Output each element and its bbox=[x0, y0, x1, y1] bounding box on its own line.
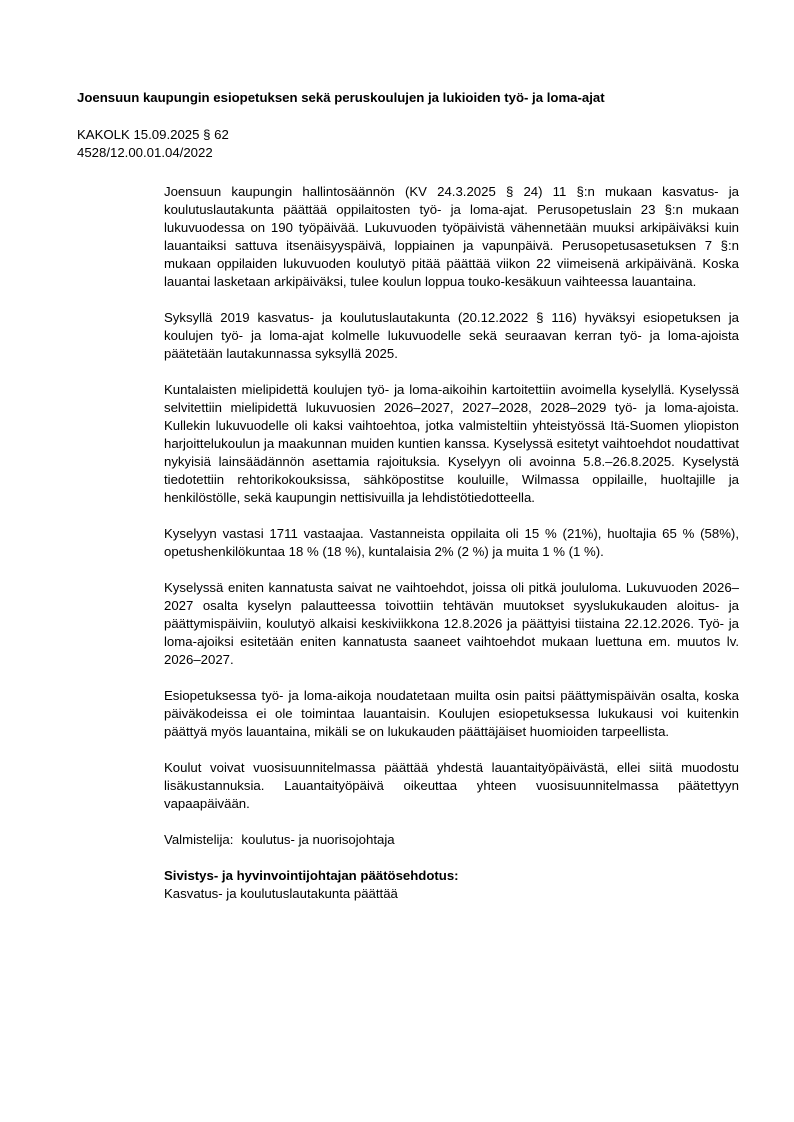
paragraph-survey: Kuntalaisten mielipidettä koulujen työ- ja loma-aikoihin kartoitettiin avoimella kyselyllä. Kyselyssä selvitettiin mielipidettä lukuvuosien 2026–2027, 2027–2028, 2028–2029 työ- ja loma-ajoista. Kullekin lukuvuodelle oli kaksi vaihtoehtoa, jotka valmisteltiin yhteistyössä Itä-Suomen yliopiston harjoittelukoulun ja maakunnan muiden kuntien kanssa. Kyselyssä esitetyt vaihtoehdot noudattivat nykyisiä lainsäädännön asettamia rajoituksia. Kyselyyn oli avoinna 5.8.–26.8.2025. Kyselystä tiedotettiin rehtorikokouksissa, sähköpostitse kouluille, Wilmassa oppilaille, huoltajille ja henkilöstölle, sekä kaupungin nettisivuilla ja lehdistötiedotteella. bbox=[164, 382, 739, 505]
paragraph-respondents: Kyselyyn vastasi 1711 vastaajaa. Vastanneista oppilaita oli 15 % (21%), huoltajia 65 % (58%), opetushenkilökuntaa 18 % (18 %), kuntalaisia 2% (2 %) ja muita 1 % (1 %). bbox=[164, 526, 739, 559]
paragraph-survey-results: Kyselyssä eniten kannatusta saivat ne vaihtoehdot, joissa oli pitkä joululoma. Lukuvuoden 2026–2027 osalta kyselyn palautteessa toivottiin tehtävän muutokset syyslukukauden aloitus- ja päättymispäiviin, koulutyö alkaisi keskiviikkona 12.8.2026 ja päättyisi tiistaina 22.12.2026. Työ- ja loma-ajoiksi esitetään eniten kannatusta saaneet vaihtoehdot mukaan luettuna em. muutos lv. 2026–2027. bbox=[164, 580, 739, 667]
document-title: Joensuun kaupungin esiopetuksen sekä peruskoulujen ja lukioiden työ- ja loma-ajat bbox=[77, 90, 605, 105]
preparer-label: Valmistelija: bbox=[164, 832, 234, 847]
paragraph-previous-decision: Syksyllä 2019 kasvatus- ja koulutuslautakunta (20.12.2022 § 116) hyväksyi esiopetuksen ja koulujen työ- ja loma-ajat kolmelle lukuvuodelle sekä seuraavan kerran työ- ja loma-ajoista päätetään lautakunnassa syksyllä 2025. bbox=[164, 310, 739, 361]
preparer-line bbox=[164, 831, 739, 849]
paragraph-saturday-workday: Koulut voivat vuosisuunnitelmassa päättää yhdestä lauantaityöpäivästä, ellei siitä muodostu lisäkustannuksia. Lauantaityöpäivä oikeuttaa yhteen vuosisuunnitelmassa päätettyyn vapaapäivään. bbox=[164, 760, 739, 811]
reference-block bbox=[77, 126, 229, 162]
document-body bbox=[164, 183, 739, 903]
case-number: 4528/12.00.01.04/2022 bbox=[77, 145, 213, 160]
preparer-value: koulutus- ja nuorisojohtaja bbox=[241, 832, 395, 847]
proposal-text: Kasvatus- ja koulutuslautakunta päättää bbox=[164, 886, 398, 901]
paragraph-legal-basis: Joensuun kaupungin hallintosäännön (KV 24.3.2025 § 24) 11 §:n mukaan kasvatus- ja koulutuslautakunta päättää oppilaitosten työ- ja loma-ajat. Perusopetuslain 23 §:n mukaan lukuvuodessa on 190 työpäivää. Lukuvuoden työpäivistä vähennetään muuksi arkipäiväksi kuin lauantaiksi sattuva itsenäisyyspäivä, loppiainen ja vapunpäivä. Perusopetusasetuksen 7 §:n mukaan oppilaiden lukuvuoden koulutyö pitää päättää viikon 22 viimeisenä arkipäivänä. Koska lauantai lasketaan arkipäiväksi, tulee koulun loppua touko-kesäkuun vaihteessa lauantaina. bbox=[164, 184, 739, 289]
meeting-reference: KAKOLK 15.09.2025 § 62 bbox=[77, 127, 229, 142]
paragraph-preschool: Esiopetuksessa työ- ja loma-aikoja noudatetaan muilta osin paitsi päättymispäivän osalta, koska päiväkodeissa ei ole toimintaa lauantaisin. Koulujen esiopetuksessa lukukausi voi kuitenkin päättyä myös lauantaina, mikäli se on lukukauden päättäjäiset huomioiden tarpeellista. bbox=[164, 688, 739, 739]
proposal-heading: Sivistys- ja hyvinvointijohtajan päätösehdotus: bbox=[164, 868, 459, 883]
